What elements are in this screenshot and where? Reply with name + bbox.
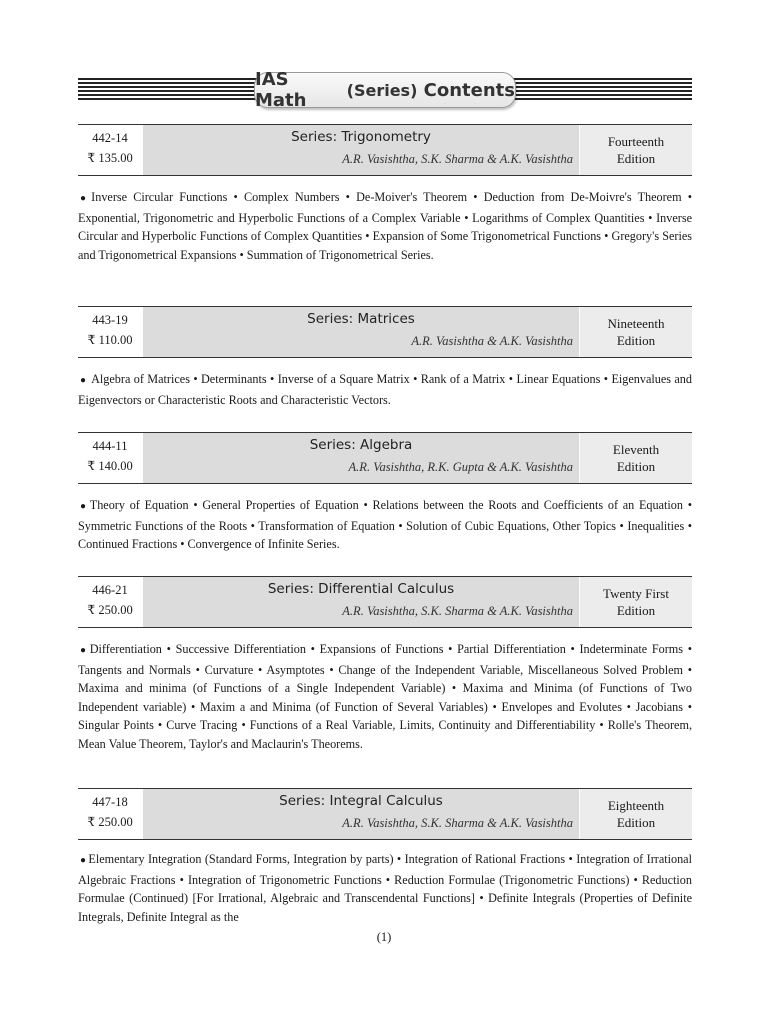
book-price: ₹ 250.00 bbox=[87, 603, 133, 617]
book-header bbox=[78, 788, 692, 840]
edition-line2: Edition bbox=[616, 459, 656, 474]
book-edition bbox=[580, 433, 692, 483]
contents-banner bbox=[78, 69, 692, 111]
book-topics bbox=[78, 370, 692, 409]
edition-line2: Edition bbox=[616, 151, 656, 166]
book-header bbox=[78, 576, 692, 628]
book-topics bbox=[78, 496, 692, 554]
book-title: Series: Integral Calculus bbox=[279, 793, 443, 809]
topics-text: Inverse Circular Functions • Complex Numbers • De-Moiver's Theorem • Deduction from De-Moivre's Theorem • Exponential, Trigonometric and Hyperbolic Functions of a Complex Variable • Logarithms of Complex Quantities • Inverse Circular and Hyperbolic Functions of Complex Quantities • Expansion of Some Trigonometrical Functions • Gregory's Series and Trigonometrical Expansions • Summation of Trigonometrical Series. bbox=[78, 190, 692, 262]
book-code-price bbox=[78, 125, 142, 175]
edition-line1: Twenty First bbox=[603, 586, 669, 601]
book-edition bbox=[580, 307, 692, 357]
book-authors: A.R. Vasishtha, S.K. Sharma & A.K. Vasishtha bbox=[342, 604, 573, 618]
book-title: Series: Differential Calculus bbox=[267, 581, 455, 597]
title-main: IAS Math bbox=[255, 69, 307, 111]
edition-line2: Edition bbox=[616, 815, 656, 830]
banner-stripes-right bbox=[502, 78, 692, 104]
bullet-icon: ● bbox=[80, 645, 88, 656]
book-code: 442-14 bbox=[92, 131, 128, 145]
title-paren: (Series) bbox=[346, 80, 418, 100]
topics-text: Elementary Integration (Standard Forms, Integration by parts) • Integration of Rational Fractions • Integration of Irrational Algebraic Fractions • Integration of Trigonometric Functions • Reduction Formulae (Trigonometric Functions) • Reduction Formulae (Continued) [For Irrational, Algebraic and Transcendental Functions] • Definite Integrals (Properties of Definite Integrals, Definite Integral as the bbox=[78, 852, 692, 924]
bullet-icon: ● bbox=[80, 375, 87, 386]
book-title-cell bbox=[142, 433, 580, 483]
book-title-cell bbox=[142, 577, 580, 627]
book-authors: A.R. Vasishtha, S.K. Sharma & A.K. Vasishtha bbox=[342, 816, 573, 830]
book-header bbox=[78, 124, 692, 176]
edition-line1: Nineteenth bbox=[607, 316, 665, 331]
book-entry-differential-calculus bbox=[78, 576, 692, 753]
book-title: Series: Trigonometry bbox=[291, 129, 431, 145]
book-entry-integral-calculus bbox=[78, 788, 692, 926]
edition-line1: Eighteenth bbox=[607, 798, 665, 813]
edition-line1: Fourteenth bbox=[607, 134, 665, 149]
book-code: 443-19 bbox=[92, 313, 128, 327]
book-code: 444-11 bbox=[92, 439, 128, 453]
book-code: 447-18 bbox=[92, 795, 128, 809]
book-title: Series: Algebra bbox=[309, 437, 413, 453]
topics-text: Differentiation • Successive Differentiation • Expansions of Functions • Partial Differentiation • Indeterminate Forms • Tangents and Normals • Curvature • Asymptotes • Change of the Independent Variable, Miscellaneous Solved Problem • Maxima and minima (of Functions of a Single Independent Variable) • Maxima and Minima (of Functions of Two Independent variable) • Maxim a and Minima (of Function of Several Variables) • Envelopes and Evolutes • Jacobians • Singular Points • Curve Tracing • Functions of a Real Variable, Limits, Continuity and Differentiability • Rolle's Theorem, Mean Value Theorem, Taylor's and Maclaurin's Theorems. bbox=[78, 642, 692, 751]
bullet-icon: ● bbox=[80, 193, 90, 204]
bullet-icon: ● bbox=[80, 855, 87, 866]
page-number: (1) bbox=[376, 930, 392, 944]
page-title bbox=[254, 69, 516, 111]
book-price: ₹ 250.00 bbox=[87, 815, 133, 829]
book-topics bbox=[78, 188, 692, 264]
book-edition bbox=[580, 789, 692, 839]
title-end: Contents bbox=[423, 79, 515, 101]
book-entry-matrices bbox=[78, 306, 692, 409]
edition-line2: Edition bbox=[616, 333, 656, 348]
book-header bbox=[78, 432, 692, 484]
book-price: ₹ 135.00 bbox=[87, 151, 133, 165]
book-entry-algebra bbox=[78, 432, 692, 554]
topics-text: Algebra of Matrices • Determinants • Inverse of a Square Matrix • Rank of a Matrix • Linear Equations • Eigenvalues and Eigenvectors or Characteristic Roots and Characteristic Vectors. bbox=[78, 372, 692, 407]
book-topics bbox=[78, 640, 692, 753]
banner-stripes-left bbox=[78, 78, 268, 104]
book-title-cell bbox=[142, 125, 580, 175]
book-code-price bbox=[78, 577, 142, 627]
edition-line2: Edition bbox=[616, 603, 656, 618]
bullet-icon: ● bbox=[80, 501, 88, 512]
book-code-price bbox=[78, 433, 142, 483]
edition-line1: Eleventh bbox=[612, 442, 660, 457]
book-entry-trigonometry bbox=[78, 124, 692, 264]
book-price: ₹ 140.00 bbox=[87, 459, 133, 473]
book-topics bbox=[78, 850, 692, 926]
book-header bbox=[78, 306, 692, 358]
book-code-price bbox=[78, 789, 142, 839]
book-code-price bbox=[78, 307, 142, 357]
book-authors: A.R. Vasishtha, S.K. Sharma & A.K. Vasishtha bbox=[342, 152, 573, 166]
book-title-cell bbox=[142, 307, 580, 357]
book-price: ₹ 110.00 bbox=[87, 333, 133, 347]
book-edition bbox=[580, 577, 692, 627]
topics-text: Theory of Equation • General Properties of Equation • Relations between the Roots and Coefficients of an Equation • Symmetric Functions of the Roots • Transformation of Equation • Solution of Cubic Equations, Other Topics • Inequalities • Continued Fractions • Convergence of Infinite Series. bbox=[78, 498, 693, 551]
book-authors: A.R. Vasishtha & A.K. Vasishtha bbox=[411, 334, 573, 348]
book-code: 446-21 bbox=[92, 583, 128, 597]
book-title-cell bbox=[142, 789, 580, 839]
book-edition bbox=[580, 125, 692, 175]
book-authors: A.R. Vasishtha, R.K. Gupta & A.K. Vasishtha bbox=[348, 460, 573, 474]
book-title: Series: Matrices bbox=[307, 311, 415, 327]
